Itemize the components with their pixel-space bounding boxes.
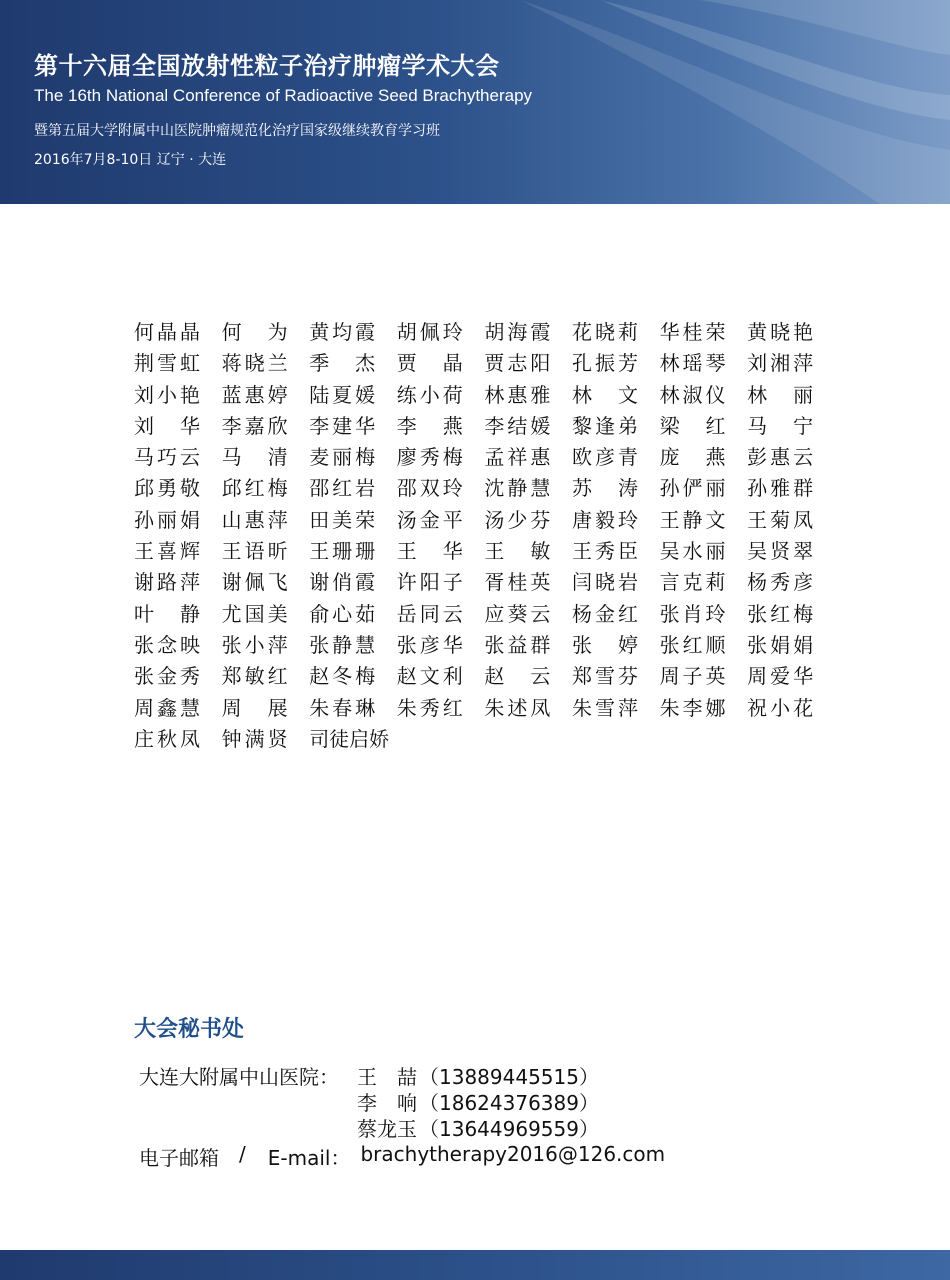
attendee-name: 王语昕 [221, 539, 288, 564]
attendee-name: 邵红岩 [309, 476, 376, 501]
attendee-name: 周鑫慧 [134, 695, 200, 720]
attendee-name: 张金秀 [134, 664, 200, 689]
attendee-name: 张娟娟 [747, 632, 814, 657]
attendee-name: 庄秋凤 [134, 726, 200, 751]
attendee-name: 廖秀梅 [396, 445, 463, 470]
email-key: E-mail： [267, 1146, 351, 1170]
attendee-name: 朱述凤 [484, 695, 551, 720]
conference-subtitle: 暨第五届大学附属中山医院肿瘤规范化治疗国家级继续教育学习班 [34, 123, 440, 139]
attendee-name: 欧彦青 [571, 445, 638, 470]
attendee-name: 唐毅玲 [571, 507, 638, 532]
attendee-name: 吴水丽 [659, 539, 726, 564]
attendee-name: 朱雪萍 [571, 695, 638, 720]
attendee-name: 杨秀彦 [747, 570, 814, 595]
footer-bar [0, 1250, 950, 1280]
attendee-name: 沈静慧 [484, 476, 551, 501]
attendee-name: 孙雅群 [747, 476, 814, 501]
attendee-name: 汤金平 [396, 507, 463, 532]
attendee-name: 麦丽梅 [309, 445, 376, 470]
attendee-name: 刘湘萍 [747, 351, 814, 376]
attendee-name: 黄均霞 [309, 320, 376, 344]
attendee-name: 蓝惠婷 [221, 382, 288, 407]
attendee-name: 朱春琳 [309, 695, 376, 720]
attendee-name: 荆雪虹 [134, 351, 200, 376]
attendee-name: 孙丽娟 [134, 507, 200, 532]
attendee-name: 王敏 [484, 539, 551, 564]
attendee-name: 林惠雅 [484, 382, 551, 407]
attendee-name: 王珊珊 [309, 539, 376, 564]
attendee-name: 马巧云 [134, 445, 200, 470]
attendee-name: 张红梅 [747, 601, 814, 626]
attendee-name: 胥桂英 [484, 570, 551, 595]
attendee-name: 马宁 [747, 413, 814, 438]
attendee-name: 李建华 [309, 413, 376, 438]
contact-row [139, 1116, 599, 1142]
attendee-name: 谢路萍 [134, 570, 200, 595]
contact-name: 蔡龙玉 [357, 1117, 417, 1141]
email-address[interactable]: brachytherapy2016@126.com [360, 1142, 666, 1166]
contact-phone: （13644969559） [419, 1117, 599, 1141]
attendee-name: 刘华 [134, 413, 200, 438]
attendee-name: 杨金红 [571, 601, 638, 626]
attendee-name: 赵文利 [396, 664, 463, 689]
attendee-name: 孙俨丽 [659, 476, 726, 501]
contact-row [139, 1090, 599, 1116]
attendee-name: 黎逢弟 [571, 413, 638, 438]
attendee-name: 赵冬梅 [309, 664, 376, 689]
conference-header [0, 0, 950, 204]
attendee-name: 李嘉欣 [221, 413, 288, 438]
attendee-name: 张彦华 [396, 632, 463, 657]
attendee-name: 贾晶 [396, 351, 463, 376]
attendee-name: 彭惠云 [747, 445, 814, 470]
attendee-name: 林丽 [747, 382, 814, 407]
attendee-name: 许阳子 [396, 570, 463, 595]
attendee-name: 王菊凤 [747, 507, 814, 532]
attendee-name: 朱李娜 [659, 695, 726, 720]
attendee-name: 叶静 [134, 601, 200, 626]
name-list [134, 317, 835, 755]
contact-name: 王 喆 [357, 1065, 417, 1089]
contact-name: 李 响 [357, 1091, 417, 1115]
attendee-name: 梁红 [659, 413, 726, 438]
attendee-name: 闫晓岩 [571, 570, 638, 595]
attendee-name: 胡海霞 [484, 320, 551, 344]
contact-phone: （18624376389） [419, 1091, 599, 1115]
attendee-name: 庞燕 [659, 445, 726, 470]
attendee-name: 张静慧 [309, 632, 376, 657]
attendee-name: 赵云 [484, 664, 551, 689]
attendee-name: 张念映 [134, 632, 200, 657]
attendee-name: 郑敏红 [221, 664, 288, 689]
attendee-name: 谢俏霞 [309, 570, 376, 595]
attendee-name: 苏涛 [571, 476, 638, 501]
attendee-name: 邱红梅 [221, 476, 288, 501]
attendee-name: 郑雪芬 [571, 664, 638, 689]
attendee-name: 吴贤翠 [747, 539, 814, 564]
attendee-name: 周子英 [659, 664, 726, 689]
attendee-name: 黄晓艳 [747, 320, 814, 344]
contact-row [139, 1064, 599, 1090]
attendee-name: 王华 [396, 539, 463, 564]
attendee-name: 季杰 [309, 351, 376, 376]
attendee-name: 应葵云 [484, 601, 551, 626]
attendee-name: 胡佩玲 [396, 320, 463, 344]
attendee-name: 何为 [221, 320, 288, 344]
attendee-name: 何晶晶 [134, 320, 200, 344]
attendee-name: 言克莉 [659, 570, 726, 595]
conference-date-location: 2016年7月8-10日 辽宁 · 大连 [34, 152, 227, 168]
attendee-name: 蒋晓兰 [221, 351, 288, 376]
secretariat-contacts [139, 1064, 599, 1142]
attendee-name: 周展 [221, 695, 288, 720]
attendee-name: 王静文 [659, 507, 726, 532]
attendee-name: 尤国美 [221, 601, 288, 626]
attendee-name: 邱勇敬 [134, 476, 200, 501]
contact-phone: （13889445515） [419, 1065, 599, 1089]
secretariat-title: 大会秘书处 [134, 1017, 245, 1042]
attendee-name: 朱秀红 [396, 695, 463, 720]
email-row [139, 1142, 665, 1171]
attendee-name: 李结媛 [484, 413, 551, 438]
attendee-name: 花晓莉 [571, 320, 638, 344]
attendee-name: 司徒启娇 [309, 726, 390, 751]
attendee-name: 田美荣 [309, 507, 376, 532]
attendee-name: 贾志阳 [484, 351, 551, 376]
contact-org: 大连大附属中山医院： [139, 1065, 339, 1089]
conference-title-cn: 第十六届全国放射性粒子治疗肿瘤学术大会 [34, 52, 500, 80]
attendee-name: 刘小艳 [134, 382, 200, 407]
attendee-name: 张益群 [484, 632, 551, 657]
attendee-name: 邵双玲 [396, 476, 463, 501]
attendee-name: 山惠萍 [221, 507, 288, 532]
email-label: 电子邮箱 [139, 1146, 219, 1170]
attendee-name: 孟祥惠 [484, 445, 551, 470]
attendee-name: 王秀臣 [571, 539, 638, 564]
attendee-name: 张小萍 [221, 632, 288, 657]
attendee-name: 谢佩飞 [221, 570, 288, 595]
email-separator: / [239, 1142, 246, 1166]
conference-title-en: The 16th National Conference of Radioactive Seed Brachytherapy [34, 86, 533, 105]
attendee-name: 祝小花 [747, 695, 814, 720]
attendee-name: 练小荷 [396, 382, 463, 407]
attendee-name: 钟满贤 [221, 726, 288, 751]
attendee-name: 陆夏媛 [309, 382, 376, 407]
attendee-name: 林淑仪 [659, 382, 726, 407]
attendee-name: 林文 [571, 382, 638, 407]
attendee-name: 张婷 [571, 632, 638, 657]
attendee-name: 周爱华 [747, 664, 814, 689]
attendee-name: 华桂荣 [659, 320, 726, 344]
attendee-name: 王喜辉 [134, 539, 200, 564]
attendee-name: 汤少芬 [484, 507, 551, 532]
attendee-name: 李燕 [396, 413, 463, 438]
attendee-name: 孔振芳 [571, 351, 638, 376]
attendee-name: 林瑶琴 [659, 351, 726, 376]
attendee-name: 张肖玲 [659, 601, 726, 626]
attendee-name: 岳同云 [396, 601, 463, 626]
attendee-name: 马清 [221, 445, 288, 470]
attendee-name: 俞心茹 [309, 601, 376, 626]
attendee-name: 张红顺 [659, 632, 726, 657]
